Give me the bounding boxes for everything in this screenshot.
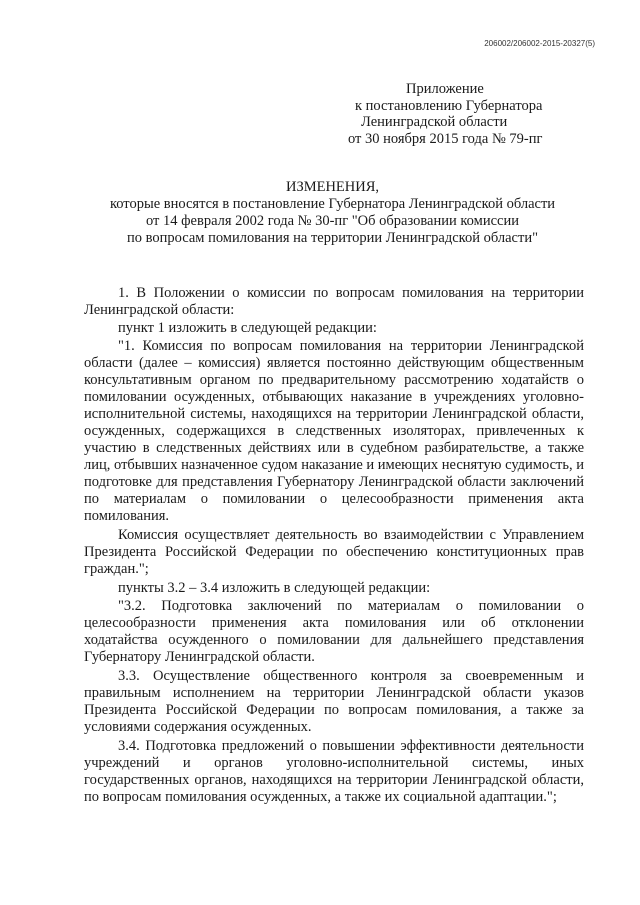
annex-line: к постановлению Губернатора	[355, 97, 543, 114]
body-paragraph: 3.3. Осуществление общественного контроля за своевременным и правильным исполнением на территории Ленинградской области указов Президента Российской Федерации по вопросам помилования, а также за условиями содержания осужденных.	[84, 668, 584, 735]
body-paragraph: "1. Комиссия по вопросам помилования на территории Ленинградской области (далее – комиссия) является постоянно действующим общественным консультативным органом по предварительному рассмотрению ходатайств о помиловании осужденных, отбывающих наказание в учреждениях уголовно-исполнительной системы, находящихся на территории Ленинградской области, осужденных, содержащихся в следственных изоляторах, привлеченных к участию в следственных действиях или в судебном разбирательстве, а также лиц, отбывших назначенное судом наказание и имеющих неснятую судимость, и подготовке для представления Губернатору Ленинградской области заключений по материалам о помиловании о целесообразности применения акта помилования.	[84, 338, 584, 524]
heading-line: по вопросам помилования на территории Ленинградской области"	[126, 230, 539, 246]
heading-line: которые вносятся в постановление Губернатора Ленинградской области	[109, 196, 556, 212]
document-heading	[70, 179, 595, 247]
annex-block	[340, 81, 542, 147]
annex-line: Ленинградской области	[361, 114, 508, 130]
body-paragraph: "3.2. Подготовка заключений по материалам о помиловании о целесообразности применения акта помилования или об отклонении ходатайства осужденного о помиловании для дальнейшего представления Губернатору Ленинградской области.	[84, 598, 584, 665]
body-paragraph: 3.4. Подготовка предложений о повышении эффективности деятельности учреждений и органов уголовно-исполнительной системы, иных государственных органов, находящихся на территории Ленинградской области, по вопросам помилования осужденных, а также их социальной адаптации.";	[84, 738, 584, 805]
body-paragraph: пункты 3.2 – 3.4 изложить в следующей редакции:	[118, 580, 431, 596]
body-paragraph: 1. В Положении о комиссии по вопросам помилования на территории Ленинградской области:	[84, 285, 584, 318]
annex-date-line: от 30 ноября 2015 года № 79-пг	[348, 130, 543, 147]
document-registration-number: 206002/206002-2015-20327(5)	[484, 39, 595, 48]
document-body	[84, 285, 584, 806]
heading-line: от 14 февраля 2002 года № 30-пг "Об образовании комиссии	[146, 213, 519, 229]
annex-title: Приложение	[406, 81, 484, 97]
body-paragraph: Комиссия осуществляет деятельность во взаимодействии с Управлением Президента Российской Федерации по обеспечению конституционных прав граждан.";	[84, 527, 584, 577]
heading-title: ИЗМЕНЕНИЯ,	[285, 179, 380, 195]
body-paragraph: пункт 1 изложить в следующей редакции:	[118, 320, 377, 336]
